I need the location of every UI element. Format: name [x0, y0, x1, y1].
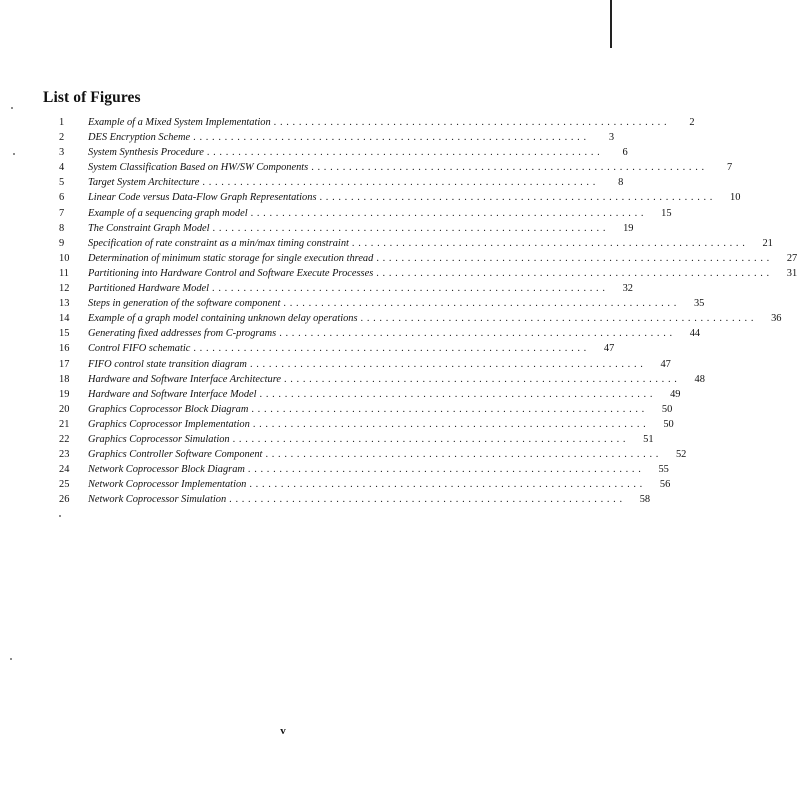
figure-number: 8	[59, 222, 65, 234]
dot-leader	[250, 357, 643, 372]
scan-speck	[10, 658, 12, 660]
figure-page-number: 27	[786, 252, 797, 264]
figure-entry[interactable]	[59, 251, 797, 266]
figure-title: Specification of rate constraint as a min/max timing constraint	[88, 237, 349, 249]
dot-leader	[274, 115, 667, 130]
figure-entry[interactable]	[59, 447, 687, 462]
figure-number: 13	[59, 298, 70, 310]
figure-number: 5	[59, 177, 65, 189]
figure-entry[interactable]	[59, 462, 669, 477]
scan-speck	[13, 153, 15, 155]
figure-number: 16	[59, 343, 70, 355]
figure-page-number: 32	[622, 283, 633, 295]
figure-title: Example of a graph model containing unknown delay operations	[88, 313, 358, 325]
figure-entry[interactable]	[59, 296, 705, 311]
figure-entry[interactable]	[59, 145, 628, 160]
figure-entry[interactable]	[59, 160, 733, 175]
dot-leader	[253, 417, 646, 432]
figure-page-number: 6	[622, 147, 628, 159]
figure-page-number: 8	[618, 177, 624, 189]
figure-title: DES Encryption Scheme	[88, 132, 191, 144]
figure-number: 1	[59, 117, 65, 128]
figure-entry[interactable]	[59, 341, 615, 356]
figure-title: Hardware and Software Interface Model	[88, 388, 257, 400]
dot-leader	[376, 266, 769, 281]
figure-page-number: 52	[675, 449, 687, 461]
figure-entry[interactable]	[59, 432, 654, 447]
dot-leader	[352, 236, 745, 251]
figure-number: 19	[59, 388, 70, 400]
page-title: List of Figures	[43, 89, 141, 106]
figure-page-number: 49	[670, 388, 681, 400]
figure-number: 25	[59, 479, 70, 491]
figure-page-number: 7	[726, 162, 733, 174]
figure-page-number: 51	[643, 433, 654, 445]
figure-entry[interactable]	[59, 175, 624, 190]
figure-number: 10	[59, 252, 70, 264]
figure-page-number: 47	[603, 343, 615, 355]
figure-title: Generating fixed addresses from C-programs	[88, 328, 277, 340]
figure-title: System Classification Based on HW/SW Components	[88, 162, 309, 174]
dot-leader	[248, 462, 641, 477]
figure-number: 3	[59, 147, 65, 159]
figure-number: 6	[59, 192, 65, 204]
figure-entry[interactable]	[59, 115, 695, 130]
figure-number: 2	[59, 132, 65, 144]
figure-number: 26	[59, 494, 70, 506]
figure-page-number: 55	[658, 464, 669, 476]
figure-title: Example of a Mixed System Implementation	[88, 117, 271, 128]
figure-title: Network Coprocessor Simulation	[88, 494, 227, 506]
figure-entry[interactable]	[59, 130, 615, 145]
dot-leader	[284, 372, 677, 387]
figure-page-number: 50	[661, 403, 673, 415]
figure-page-number: 47	[660, 358, 671, 370]
dot-leader	[213, 221, 606, 236]
figure-number: 21	[59, 418, 70, 430]
dot-leader	[251, 206, 644, 221]
dot-leader	[376, 251, 769, 266]
figure-page-number: 31	[786, 267, 797, 279]
figure-entry[interactable]	[59, 206, 672, 221]
figure-number: 9	[59, 237, 65, 249]
figure-entry[interactable]	[59, 357, 671, 372]
figure-number: 20	[59, 403, 70, 415]
figure-number: 15	[59, 328, 70, 340]
figure-entry[interactable]	[59, 417, 674, 432]
figure-page-number: 36	[771, 313, 782, 325]
dot-leader	[193, 341, 586, 356]
figure-page-number: 56	[659, 479, 671, 491]
figure-title: Control FIFO schematic	[88, 343, 191, 355]
figure-number: 4	[59, 162, 65, 174]
figure-page-number: 3	[608, 132, 615, 144]
figure-entry[interactable]	[59, 221, 634, 236]
figure-number: 11	[59, 267, 70, 279]
dot-leader	[260, 387, 653, 402]
figure-page-number: 19	[623, 222, 634, 234]
figure-title: The Constraint Graph Model	[88, 222, 210, 234]
figure-list	[59, 115, 797, 507]
figure-entry[interactable]	[59, 372, 705, 387]
figure-number: 18	[59, 373, 70, 385]
dot-leader	[212, 281, 605, 296]
figure-title: Partitioned Hardware Model	[88, 283, 210, 295]
dot-leader	[229, 492, 622, 507]
dot-leader	[251, 402, 644, 417]
figure-number: 22	[59, 433, 70, 445]
dot-leader	[249, 477, 642, 492]
figure-page-number: 21	[762, 237, 773, 249]
figure-entry[interactable]	[59, 266, 797, 281]
dot-leader	[361, 311, 754, 326]
figure-title: Graphics Coprocessor Implementation	[88, 418, 250, 430]
figure-title: Graphics Coprocessor Simulation	[88, 433, 230, 445]
figure-entry[interactable]	[59, 326, 701, 341]
dot-leader	[202, 175, 595, 190]
figure-number: 14	[59, 313, 70, 325]
figure-number: 23	[59, 449, 70, 461]
figure-entry[interactable]	[59, 281, 633, 296]
figure-title: Target System Architecture	[88, 177, 200, 189]
figure-number: 17	[59, 358, 70, 370]
figure-entry[interactable]	[59, 492, 651, 507]
figure-entry[interactable]	[59, 236, 773, 251]
dot-leader	[193, 130, 586, 145]
dot-leader	[311, 160, 704, 175]
scan-speck	[59, 515, 61, 517]
dot-leader	[233, 432, 626, 447]
figure-title: System Synthesis Procedure	[88, 147, 204, 159]
figure-title: FIFO control state transition diagram	[88, 358, 247, 370]
dot-leader	[207, 145, 600, 160]
figure-page-number: 50	[663, 418, 674, 430]
scan-speck	[11, 107, 13, 109]
page-number: v	[280, 725, 286, 737]
figure-title: Determination of minimum static storage for single execution thread	[88, 252, 374, 264]
figure-page-number: 10	[730, 192, 741, 204]
figure-title: Partitioning into Hardware Control and Software Execute Processes	[88, 267, 374, 279]
figure-title: Example of a sequencing graph model	[88, 207, 248, 219]
figure-title: Network Coprocessor Block Diagram	[88, 464, 245, 476]
page-edge-mark	[610, 0, 612, 48]
figure-title: Network Coprocessor Implementation	[88, 479, 247, 491]
figure-entry[interactable]	[59, 387, 681, 402]
figure-number: 7	[59, 207, 65, 219]
figure-page-number: 44	[689, 328, 701, 340]
figure-number: 24	[59, 464, 70, 476]
figure-page-number: 58	[639, 494, 651, 506]
figure-page-number: 48	[694, 373, 705, 385]
dot-leader	[283, 296, 676, 311]
figure-title: Hardware and Software Interface Architecture	[88, 373, 281, 385]
figure-page-number: 2	[689, 117, 695, 128]
dot-leader	[265, 447, 658, 462]
dot-leader	[319, 190, 712, 205]
figure-entry[interactable]	[59, 477, 671, 492]
figure-title: Graphics Controller Software Component	[88, 449, 263, 461]
figure-title: Linear Code versus Data-Flow Graph Representations	[88, 192, 317, 204]
figure-page-number: 15	[661, 207, 672, 219]
figure-title: Steps in generation of the software component	[88, 298, 281, 310]
dot-leader	[279, 326, 672, 341]
figure-entry[interactable]	[59, 311, 782, 326]
figure-title: Graphics Coprocessor Block Diagram	[88, 403, 249, 415]
figure-entry[interactable]	[59, 402, 673, 417]
figure-entry[interactable]	[59, 190, 741, 205]
figure-number: 12	[59, 283, 70, 295]
figure-page-number: 35	[693, 298, 705, 310]
